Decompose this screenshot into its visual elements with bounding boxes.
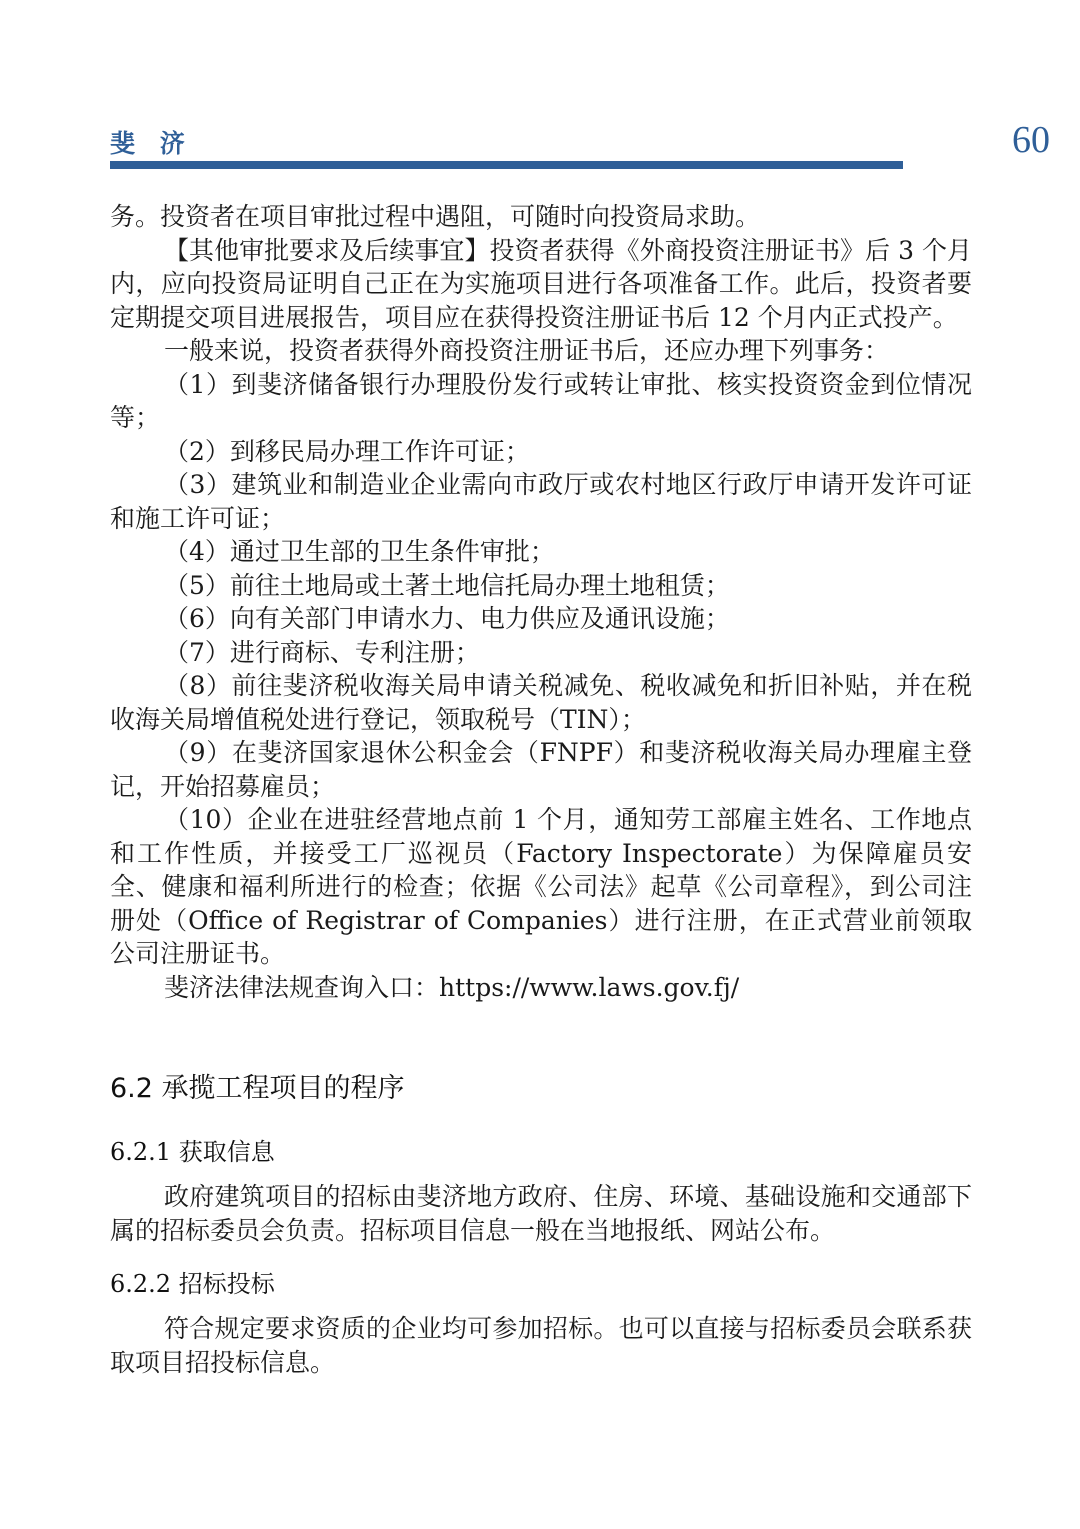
list-item: （5）前往土地局或土著土地信托局办理土地租赁； xyxy=(164,570,730,600)
list-item: （6）向有关部门申请水力、电力供应及通讯设施； xyxy=(164,604,730,633)
paragraph-approval-requirements: 【其他审批要求及后续事宜】投资者获得《外商投资注册证书》后 3 个月内，应向投资局证明自己正在为实施项目进行各项准备工作。此后，投资者要定期提交项目进展报告，项目应在获得投资注册证书后 12 个月内正式投产。 xyxy=(110,235,972,332)
list-item: （2）到移民局办理工作许可证； xyxy=(164,436,530,466)
subsection-heading-6-2-1: 6.2.1 获取信息 xyxy=(110,1138,275,1166)
list-item: （7）进行商标、专利注册； xyxy=(164,637,480,667)
body-text xyxy=(110,200,972,1004)
subsection-heading-6-2-2: 6.2.2 招标投标 xyxy=(110,1270,275,1298)
paragraph-continuation: 务。投资者在项目审批过程中遇阻，可随时向投资局求助。 xyxy=(110,202,761,231)
list-item: （1）到斐济储备银行办理股份发行或转让审批、核实投资资金到位情况等； xyxy=(110,369,972,432)
list-item: （10）企业在进驻经营地点前 1 个月，通知劳工部雇主姓名、工作地点和工作性质，并接受工厂巡视员（Factory Inspectorate）为保障雇员安全、健康和福利所进行的检查；依据《公司法》起草《公司章程》，到公司注册处（Office of Registrar of Companies）进行注册，在正式营业前领取公司注册证书。 xyxy=(110,805,972,968)
header-rule xyxy=(110,161,903,169)
list-item: （8）前往斐济税收海关局申请关税减免、税收减免和折旧补贴，并在税收海关局增值税处进行登记，领取税号（TIN）； xyxy=(110,671,972,734)
list-item: （4）通过卫生部的卫生条件审批； xyxy=(164,537,555,566)
list-item: （3）建筑业和制造业企业需向市政厅或农村地区行政厅申请开发许可证和施工许可证； xyxy=(110,470,972,533)
page-number: 60 xyxy=(1012,119,1050,161)
list-item: （9）在斐济国家退休公积金会（FNPF）和斐济税收海关局办理雇主登记，开始招募雇员； xyxy=(110,738,972,801)
paragraph-get-information: 政府建筑项目的招标由斐济地方政府、住房、环境、基础设施和交通部下属的招标委员会负责。招标项目信息一般在当地报纸、网站公布。 xyxy=(110,1182,972,1245)
paragraph-bidding: 符合规定要求资质的企业均可参加招标。也可以直接与招标委员会联系获取项目招投标信息。 xyxy=(110,1314,972,1377)
paragraph-general: 一般来说，投资者获得外商投资注册证书后，还应办理下列事务： xyxy=(164,336,890,365)
section-heading-6-2: 6.2 承揽工程项目的程序 xyxy=(110,1073,405,1104)
laws-link-paragraph: 斐济法律法规查询入口：https://www.laws.gov.fj/ xyxy=(164,972,740,1002)
running-header-title: 斐 济 xyxy=(110,129,193,158)
